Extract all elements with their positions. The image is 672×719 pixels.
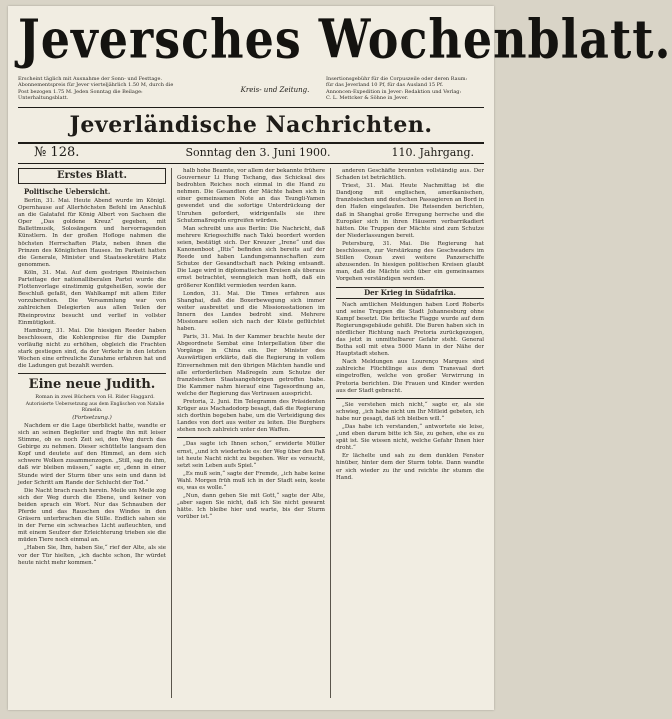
section-title: Politische Uebersicht. <box>24 187 111 196</box>
article-paragraph: Paris, 31. Mai. In der Kammer brachte heute der Abgeordnete Sembat eine Interpellation über die Vorgänge in China ein. Der Minister des Auswärtigen erklärte, daß die Regierung in vollem Einvernehmen mit den übrigen Mächten handle und alle erforderlichen Maßregeln zum Schutze der französischen Staatsangehörigen getroffen habe. Die Kammer nahm hierauf eine Tagesordnung an, welche der Regierung das Vertrauen ausspricht. <box>177 334 325 397</box>
article-paragraph: Nach Meldungen aus Lourenço Marques sind zahlreiche Flüchtlinge aus dem Transvaal dort eingetroffen, welche von großer Verwirrung in Pretoria berichten. Die Frauen und Kinder werden aus der Stadt gebracht. <box>336 359 484 394</box>
paper-subtitle: Kreis- und Zeitung. <box>240 86 310 94</box>
story-paragraph: „Nun, dann gehen Sie mit Gott,“ sagte der Alte, „aber sagen Sie nicht, daß ich Sie nicht gewarnt hätte. Ich bleibe hier und warte, bis der Sturm vorüber ist.“ <box>177 493 325 521</box>
story-paragraph: Die Nacht brach rasch herein. Meile um Meile zog sich der Weg durch die Ebene, und keiner von beiden sprach ein Wort. Nur das Schnauben der Pferde und das Rauschen des Windes in den Gräsern unterbrachen die Stille. Endlich sahen sie in der Ferne ein schwaches Licht aufleuchten, und mit einem Seufzer der Erleichterung trieben sie die müden Tiere noch einmal an. <box>18 487 166 544</box>
issue-date: Sonntag den 3. Juni 1900. <box>185 146 331 159</box>
article-paragraph: Triest, 31. Mai. Heute Nachmittag ist die Dandjong mit englischen, amerikanischen, französischen und deutschen Passagieren an Bord in den Hafen eingelaufen. Die Reisenden berichten, daß in Shanghai große Erregung herrsche und die Europäer sich in ihren Häusern verbarrikadiert hätten. Die Truppen der Mächte sind zum Schutze der Niederlassungen bereit. <box>336 183 484 239</box>
advertising-line: C. L. Mettcker & Söhne in Jever. <box>326 95 409 102</box>
article-paragraph: Köln, 31. Mai. Auf dem gestrigen Rheinischen Parteitage der nationalliberalen Partei wurde die Flottenvorlage einstimmig gutgeheißen, sowie der Beschluß gefaßt, den Wahlkampf mit allem Eifer vorzubereiten. Die Versammlung war von zahlreichen Delegierten aus allen Teilen der Rheinprovinz besucht und verlief in vollster Einmütigkeit. <box>18 269 166 326</box>
story-continuation: (Fortsetzung.) <box>72 414 112 421</box>
column-1 <box>18 168 166 698</box>
column-separator <box>330 168 331 698</box>
story-paragraph: „Haben Sie, Ihm, haben Sie,“ rief der Alte, als sie vor der Tür hielten, „ich dachte schon, Ihr würdet heute nicht mehr kommen.“ <box>18 545 166 566</box>
column-2 <box>177 168 325 698</box>
story-paragraph: Er lächelte und sah zu dem dunklen Fenster hinüber, hinter dem der Sturm tobte. Dann wandte er sich wieder zu ihr und reichte ihr stumm die Hand. <box>336 453 484 481</box>
column-3 <box>336 168 484 698</box>
story-paragraph: Nachdem er die Lage überblickt hatte, wandte er sich an seinen Begleiter und fragte ihn mit leiser Stimme, ob es noch Zeit sei, den Weg durch das Gebirge zu nehmen. Dieser schüttelte langsam den Kopf und deutete auf den Himmel, an dem sich schwere Wolken zusammenzogen. „Still, sag du ihm, daß wir bleiben müssen,“ sagte er, „denn in einer Stunde wird der Sturm über uns sein und dann ist jeder Schritt am Rande der Schlucht der Tod.“ <box>18 422 166 486</box>
story-subtitle: Roman in zwei Büchern von H. Rider Haggard. <box>35 394 155 401</box>
advertising-line: für das Jeverland 10 Pf, für das Ausland 15 Pf. <box>326 82 444 89</box>
article-paragraph: halb hohe Beamte, vor allem der bekannte frühere Gouverneur Li Hung Tschang, das Schicksal des bedrohten Reiches noch einmal in die Hand zu nehmen. Die Gesandten der Mächte haben sich in einer gemeinsamen Note an das Tsungli-Yamen gewendet und die sofortige Unterdrückung der Unruhen gefordert, widrigenfalls sie ihre Schutzmaßregeln ergreifen würden. <box>177 168 325 224</box>
advertising-info <box>326 76 488 102</box>
volume-year: 110. Jahrgang. <box>391 146 474 159</box>
divider <box>18 107 484 108</box>
article-paragraph: Hamburg, 31. Mai. Die hiesigen Reeder haben beschlossen, die Kohlenpreise für die Dampfer vorläufig nicht zu erhöhen, obgleich die Frachten stark gestiegen sind, da der Verkehr in den letzten Wochen eine erfreuliche Zunahme erfahren hat und die Ladungen gut bezahlt werden. <box>18 327 166 370</box>
issue-number: № 128. <box>34 145 80 160</box>
advertising-line: Annoncen-Expedition in Jever: Redaktion und Verlag: <box>326 88 462 95</box>
advertising-line: Insertionsgebühr für die Corpuszeile oder deren Raum: <box>326 76 468 82</box>
story-paragraph: „Das sagte ich Ihnen schon,“ erwiderte Müller ernst, „und ich wiederhole es: der Weg über den Paß ist heute Nacht nicht zu begehen. Wer es versucht, setzt sein Leben aufs Spiel.“ <box>177 441 325 469</box>
column-separator <box>171 168 172 698</box>
story-paragraph: „Es muß sein,“ sagte der Fremde, „ich habe keine Wahl. Morgen früh muß ich in der Stadt sein, koste es, was es wolle.“ <box>177 470 325 492</box>
article-paragraph: London, 31. Mai. Die Times erfahren aus Shanghai, daß die Boxerbewegung sich immer weiter ausbreitet und die Missionsstationen im Innern des Landes bedroht sind. Mehrere Missionare sollen sich nach der Küste geflüchtet haben. <box>177 290 325 333</box>
story-paragraph: „Sie verstehen mich nicht,“ sagte er, als sie schwieg, „ich habe nicht um Ihr Mitleid gebeten, ich habe nur gesagt, daß ich bleiben will.“ <box>336 401 484 422</box>
divider <box>336 398 484 399</box>
newspaper-page <box>8 6 672 710</box>
section-box-title: Erstes Blatt. <box>18 168 166 184</box>
article-paragraph: Man schreibt uns aus Berlin: Die Nachricht, daß mehrere Kriegsschiffe nach Takú beordert worden seien, bestätigt sich. Der Kreuzer „Irene“ und das Kanonenboot „Iltis“ befinden sich bereits auf der Reede und haben Landungsmannschaften zum Schutze der Gesandtschaft nach Peking entsandt. Die Lage wird in diplomatischen Kreisen als überaus ernst betrachtet, wenngleich man hofft, daß ein größerer Konflikt vermieden werden kann. <box>177 225 325 289</box>
story-title: Eine neue Judith. <box>28 377 156 393</box>
story-paragraph: „Das habe ich verstanden,“ antwortete sie leise, „und eben darum bitte ich Sie, zu gehen, ehe es zu spät ist. Sie wissen nicht, welche Gefahr Ihnen hier droht.“ <box>336 424 484 452</box>
masthead-title: Jeversches Wochenblatt. <box>18 8 672 71</box>
divider <box>18 163 484 164</box>
story-translator: Autorisierte Uebersetzung aus dem Englischen von Natalie Rümelin. <box>25 401 165 413</box>
article-paragraph: anderen Geschäfte brennten vollständig aus. Der Schaden ist beträchtlich. <box>336 168 484 182</box>
divider <box>18 142 484 144</box>
subscription-info: Erscheint täglich mit Ausnahme der Sonn- und Festtage. Abonnementspreis für Jever vierteljährlich 1.50 M, durch die Post bezogen 1.75 M. Jeden Sonntag die Beilage: Unterhaltungsblatt. <box>18 76 174 102</box>
article-paragraph: Pretoria, 2. Juni. Ein Telegramm des Präsidenten Krüger aus Machadodorp besagt, daß die Regierung sich dorthin begeben habe, um die Verteidigung des Landes von dort aus weiter zu leiten. Die Burghers stehen noch zahlreich unter den Waffen. <box>177 399 325 434</box>
article-paragraph: Nach amtlichen Meldungen haben Lord Roberts und seine Truppen die Stadt Johannesburg ohne Kampf besetzt. Die britische Flagge wurde auf dem Regierungsgebäude gehißt. Die Buren haben sich in nördlicher Richtung nach Pretoria zurückgezogen, das jetzt in unmittelbarer Gefahr steht. General Botha soll mit etwa 5000 Mann in der Nähe der Hauptstadt stehen. <box>336 301 484 358</box>
divider <box>177 437 325 438</box>
divider <box>18 373 166 374</box>
dateline <box>18 145 484 162</box>
section-masthead: Jeverländische Nachrichten. <box>69 112 433 138</box>
article-paragraph: Petersburg, 31. Mai. Die Regierung hat beschlossen, zur Verstärkung des Geschwaders im Stillen Ozean zwei weitere Panzerschiffe abzusenden. In hiesigen politischen Kreisen glaubt man, daß die Mächte sich über ein gemeinsames Vorgehen verständigen werden. <box>336 240 484 283</box>
article-paragraph: Berlin, 31. Mai. Heute Abend wurde im Königl. Opernhause auf Allerhöchsten Befehl im Anschluß an die Galatafel für König Albert von Sachsen die Oper „Das goldene Kreuz“ gegeben, mit Ballettmusik, Solosängern und hervorragenden Künstlern. In der großen Hofloge nahmen die höchsten Herrschaften Platz, neben ihnen die Prinzen des Königlichen Hauses. Im Parkett hatten die Generale, Minister und Staatssekretäre Platz genommen. <box>18 198 166 268</box>
section-title-war: Der Krieg in Südafrika. <box>336 287 484 299</box>
